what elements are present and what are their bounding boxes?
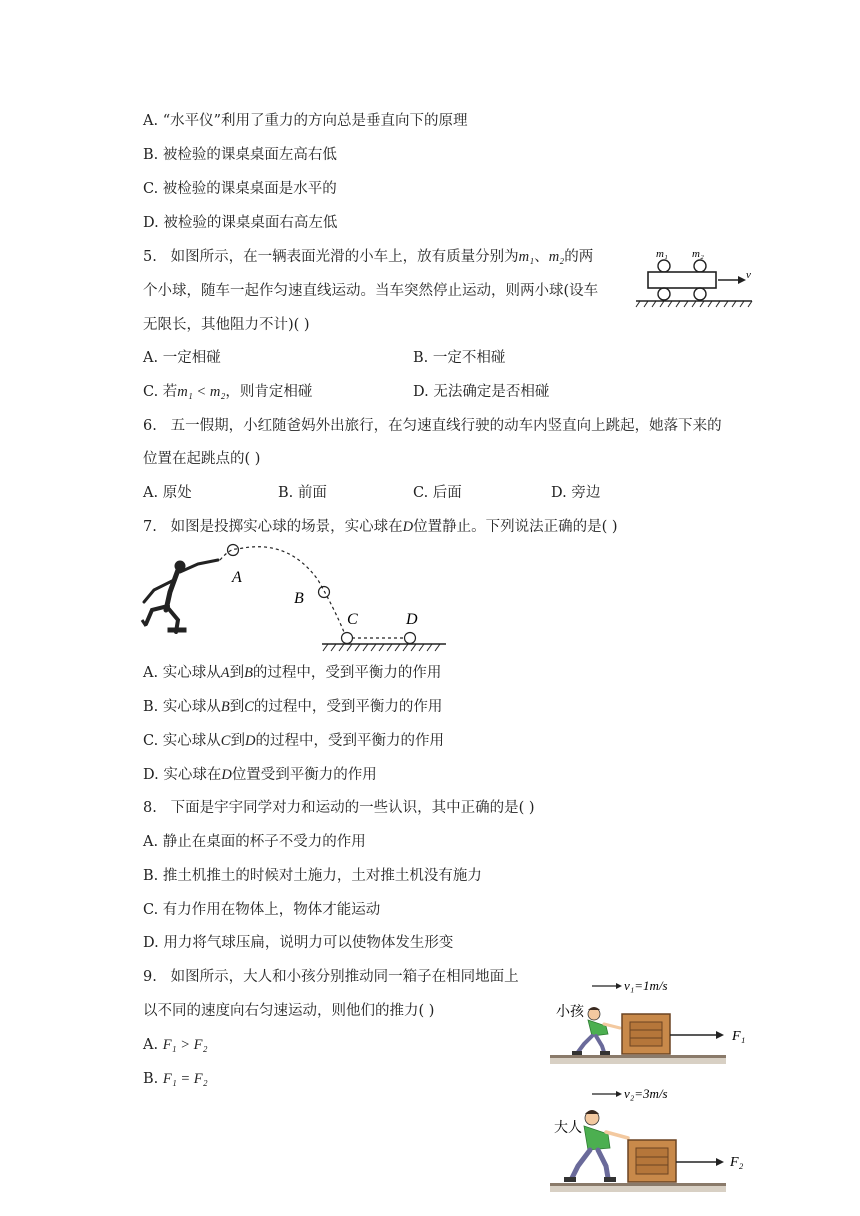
q5-option-c: C. 若m₁ < m₂，则肯定相碰 [143,384,313,400]
q9-f2-arrowhead [716,1158,724,1166]
q9-f1-arrowhead [716,1031,724,1039]
q7-ball-d [405,633,416,644]
q7-fig-label-c: C [347,611,358,628]
q7-fig-label-b: B [294,590,304,607]
q9-box-top [622,1014,670,1054]
q9-stem-line1: 9. 如图所示，大人和小孩分别推动同一箱子在相同地面上 [143,969,519,985]
q7-number: 7. [143,519,157,535]
q8-stem: 8. 下面是宇宇同学对力和运动的一些认识，其中正确的是( ) [143,800,535,816]
q9-child-label: 小孩 [556,1004,584,1020]
q5-stem-line3: 无限长，其他阻力不计)( ) [143,317,310,333]
q5-stem-line1 [143,247,593,267]
q9-ground-top-shade [550,1058,726,1064]
q4-option-d: D. 被检验的课桌桌面右高左低 [143,215,338,231]
q9-number: 9. [143,969,157,985]
q7-shotput-figure [138,540,450,656]
q5-option-a: A. 一定相碰 [143,350,221,366]
q7-option-a: A. 实心球从A到B的过程中，受到平衡力的作用 [143,665,442,681]
q6-option-d: D. 旁边 [551,485,601,501]
q5-fig-v-label: v [746,269,751,281]
q7-fig-label-a: A [232,569,242,586]
q6-number: 6. [143,418,157,434]
q4-option-c: C. 被检验的课桌桌面是水平的 [143,181,337,197]
q9-v2-label: v₂=3m/s [624,1086,668,1101]
q5-option-b: B. 一定不相碰 [413,350,506,366]
q9-ground-bottom [550,1183,726,1186]
q7-option-d: D. 实心球在D位置受到平衡力的作用 [143,767,377,783]
q9-ground-top [550,1055,726,1058]
q5-text: 如图所示，在一辆表面光滑的小车上，放有质量分别为 [170,249,519,265]
q5-m1: m₁ [518,249,535,265]
q8-number: 8. [143,800,157,816]
q5-option-d: D. 无法确定是否相碰 [413,384,550,400]
q6-option-b: B. 前面 [278,485,327,501]
q6-stem-line1: 6. 五一假期，小红随爸妈外出旅行，在匀速直线行驶的动车内竖直向上跳起，她落下来的 [143,418,722,434]
q5-number: 5. [143,249,157,265]
q9-pushing-figure [548,972,758,1202]
q5-cart-figure [634,244,754,310]
q4-option-b: B. 被检验的课桌桌面左高右低 [143,147,337,163]
q6-option-c: C. 后面 [413,485,462,501]
q9-v1-arrowhead [616,983,622,989]
q7-option-c: C. 实心球从C到D的过程中，受到平衡力的作用 [143,733,444,749]
q9-stem-line2: 以不同的速度向右匀速运动，则他们的推力( ) [143,1003,435,1019]
q9-option-b: B. F₁ = F₂ [143,1071,208,1087]
q8-option-b: B. 推土机推土的时候对土施力，土对推土机没有施力 [143,868,482,884]
q5-cart-body [648,272,716,288]
q8-option-d: D. 用力将气球压扁，说明力可以使物体发生形变 [143,935,454,951]
q6-stem-line2: 位置在起跳点的( ) [143,451,261,467]
q5-stem-line2: 个小球，随车一起作匀速直线运动。当车突然停止运动，则两小球(设车 [143,283,599,299]
q7-thrower-figure [142,560,218,632]
q5-ground-hatch [636,301,752,307]
q9-f1-label: F₁ [732,1029,746,1044]
q5-ball-m1 [658,260,670,272]
q9-f2-label: F₂ [730,1155,744,1170]
q9-ground-bottom-shade [550,1186,726,1192]
q5-sep: 、 [534,249,549,265]
q5-ball-m2 [694,260,706,272]
q7-stem-line1: 7. 如图是投掷实心球的场景，实心球在D位置静止。下列说法正确的是( ) [143,519,618,535]
q9-option-a: A. F₁ > F₂ [143,1037,208,1053]
q5-fig-m2-label: m₂ [692,248,704,260]
q7-ball-a [228,545,239,556]
q8-option-a: A. 静止在桌面的杯子不受力的作用 [143,834,366,850]
q6-option-a: A. 原处 [143,485,192,501]
q8-option-c: C. 有力作用在物体上，物体才能运动 [143,902,381,918]
q7-ground-hatch [323,644,440,651]
q7-fig-label-d: D [406,611,418,628]
q7-ball-c [342,633,353,644]
q9-box-bottom [628,1140,676,1182]
q9-v1-label: v₁=1m/s [624,978,668,993]
q5-fig-m1-label: m₁ [656,248,668,260]
q9-adult-label: 大人 [554,1120,582,1136]
q5-m2: m₂ [548,249,565,265]
q5-text-end: 的两 [564,249,594,265]
q5-wheel-right [694,288,706,300]
q5-wheel-left [658,288,670,300]
q9-v2-arrowhead [616,1091,622,1097]
q7-option-b: B. 实心球从B到C的过程中，受到平衡力的作用 [143,699,443,715]
q4-option-a: A. “水平仪”利用了重力的方向总是垂直向下的原理 [143,113,468,129]
q5-velocity-arrowhead [738,276,746,284]
